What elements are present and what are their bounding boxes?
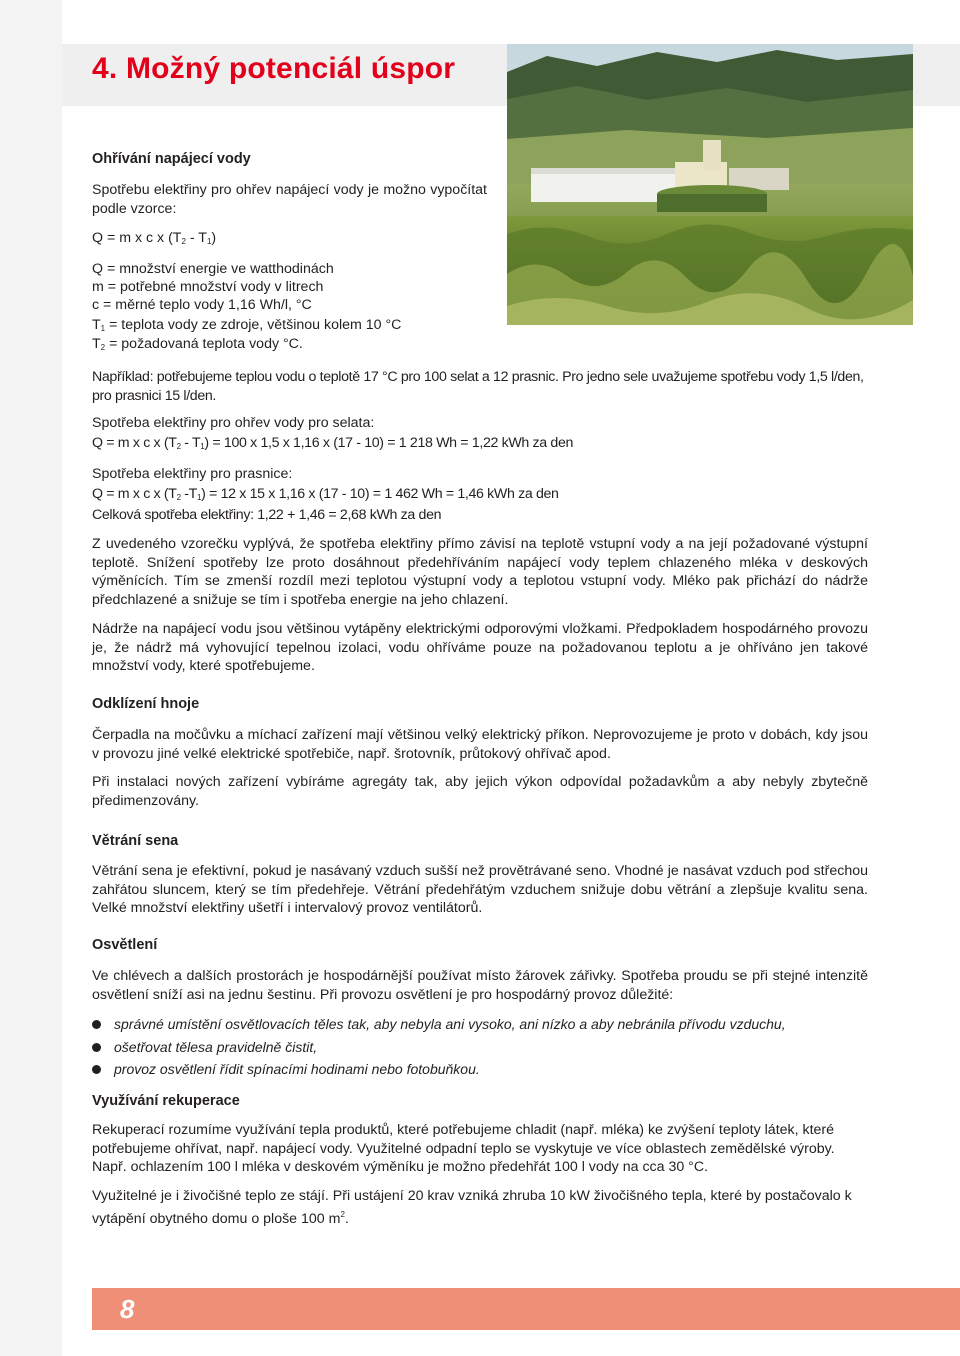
paragraph-osvetleni: Ve chlévech a dalších prostorách je hospodárnější používat místo žárovek zářivky. Spotřeba proudu se při stejné intenzitě osvětlení sníží asi na jednu šestinu. Při provozu osvětlení je pro hospodárný provoz důležité: <box>92 968 868 1003</box>
section-heading-osvetleni: Osvětlení <box>92 937 158 953</box>
section-heading-rekuperace: Využívání rekuperace <box>92 1093 240 1109</box>
formula: Q = m x c x $(T_2 - T_1)$ <box>92 230 217 246</box>
section-heading-napajeci-voda: Ohřívání napájecí vody <box>92 151 251 167</box>
paragraph-rekuperace: Rekuperací rozumíme využívání tepla produktů, které potřebujeme chladit (např. mléka) ke zvýšení teploty látek, které potřebujeme ohřívat, např. napájecí vody. Využitelné odpadní teplo se vyskytuje ve více oblastech zemědělské výroby. Např. ochlazením 100 l mléka v deskovém výměníku je možno předehřát 100 l vody na cca 30 °C. <box>92 1122 835 1175</box>
definition-t1: $T_1$ = teplota vody ze zdroje, většinou kolem 10 °C <box>92 317 402 333</box>
piglets-label: Spotřeba elektřiny pro ohřev vody pro selata: <box>92 415 375 431</box>
page-number: 8 <box>120 1294 135 1324</box>
total-consumption: Celková spotřeba elektřiny: 1,22 + 1,46 = 2,68 kWh za den <box>92 507 442 523</box>
section-heading-odklizeni-hnoje: Odklízení hnoje <box>92 696 200 712</box>
page-title: 4. Možný potenciál úspor <box>92 52 456 85</box>
definition-m: m = potřebné množství vody v litrech <box>92 279 324 295</box>
paragraph-nadrze: Nádrže na napájecí vodu jsou většinou vytápěny elektrickými odporovými vložkami. Předpokladem hospodárného provozu je, že nádrž má vyhovující tepelnou izolaci, vodu ohříváme pouze na požadovanou teplotu a je ohříváno jen takové množství vody, které spotřebujeme. <box>92 621 868 674</box>
piglets-calculation: Q = m x c x $(T_2 - T_1) = 100$ x 1,5 x 1,16 x (17 - 10) = 1 218 Wh = 1,22 kWh za den <box>92 435 574 451</box>
bullet-icon <box>92 1065 101 1074</box>
paragraph-zivocisne-teplo: Využitelné je i živočišné teplo ze stájí. Při ustájení 20 krav vzniká zhruba 10 kW živočišného tepla, které by postačovalo k vytápění obytného domu o ploše 100 $m^2$. <box>92 1188 852 1227</box>
footer-band <box>92 1288 960 1330</box>
list-item: správné umístění osvětlovacích těles tak, aby nebyla ani vysoko, ani nízko a aby nebránila přívodu vzduchu, <box>92 1013 786 1036</box>
list-item: provoz osvětlení řídit spínacími hodinami nebo fotobuňkou. <box>92 1058 786 1081</box>
paragraph-vetrani: Větrání sena je efektivní, pokud je nasávaný vzduch sušší než provětrávané seno. Vhodné je nasávat vzduch pod střechou zahřátou sluncem, který se tím předehřeje. Větrání předehřátým vzduchem snižuje dobu větrání a zlepšuje kvalitu sena. Velké množství elektřiny ušetří i intervalový provoz ventilátorů. <box>92 863 868 916</box>
definition-t2: $T_2$ = požadovaná teplota vody °C. <box>92 336 303 352</box>
farm-biogas-photo <box>507 44 913 325</box>
paragraph-agregaty: Při instalaci nových zařízení vybíráme agregáty tak, aby jejich výkon odpovídal požadavkům a aby nebyly zbytečně předimenzovány. <box>92 774 868 809</box>
left-margin-band <box>0 0 62 1356</box>
paragraph-cerpadla: Čerpadla na močůvku a míchací zařízení mají většinou velký elektrický příkon. Neprovozujeme je proto v dobách, kdy jsou v provozu jiné velké elektrické spotřebiče, např. šrotovník, průtokový ohřívač apod. <box>92 727 868 762</box>
bullet-icon <box>92 1043 101 1052</box>
section-heading-vetrani-sena: Větrání sena <box>92 833 179 849</box>
definition-c: c = měrné teplo vody 1,16 Wh/l, °C <box>92 297 312 313</box>
sows-calculation: Q = m x c x ($T_2$ $-T_1) = 12$ x 15 x 1,16 x (17 - 10) = 1 462 Wh = 1,46 kWh za den <box>92 486 559 502</box>
lighting-bullet-list <box>92 1013 786 1081</box>
list-item: ošetřovat tělesa pravidelně čistit, <box>92 1036 786 1059</box>
bullet-icon <box>92 1020 101 1029</box>
paragraph-vzorec-zavislost: Z uvedeného vzorečku vyplývá, že spotřeba elektřiny přímo závisí na teplotě vstupní vody a na její požadované výstupní teplotě. Snížení spotřeby lze proto dosáhnout předehříváním napájecí vody teplem chlazeného mléka v deskových výměnících. Tím se zmenší rozdíl mezi teplotou výstupní vody a teplotou vstupní vody. Mléko pak přichází do nádrže předchlazené a snižuje se tím i spotřeba energie na jeho chlazení. <box>92 536 868 608</box>
definition-q: Q = množství energie ve watthodinách <box>92 261 334 277</box>
intro-paragraph: Spotřebu elektřiny pro ohřev napájecí vody je možno vypočítat podle vzorce: <box>92 182 487 217</box>
sows-label: Spotřeba elektřiny pro prasnice: <box>92 466 293 482</box>
example-paragraph: Například: potřebujeme teplou vodu o teplotě 17 °C pro 100 selat a 12 prasnic. Pro jedno sele uvažujeme spotřebu vody 1,5 l/den, pro prasnici 15 l/den. <box>92 369 864 404</box>
